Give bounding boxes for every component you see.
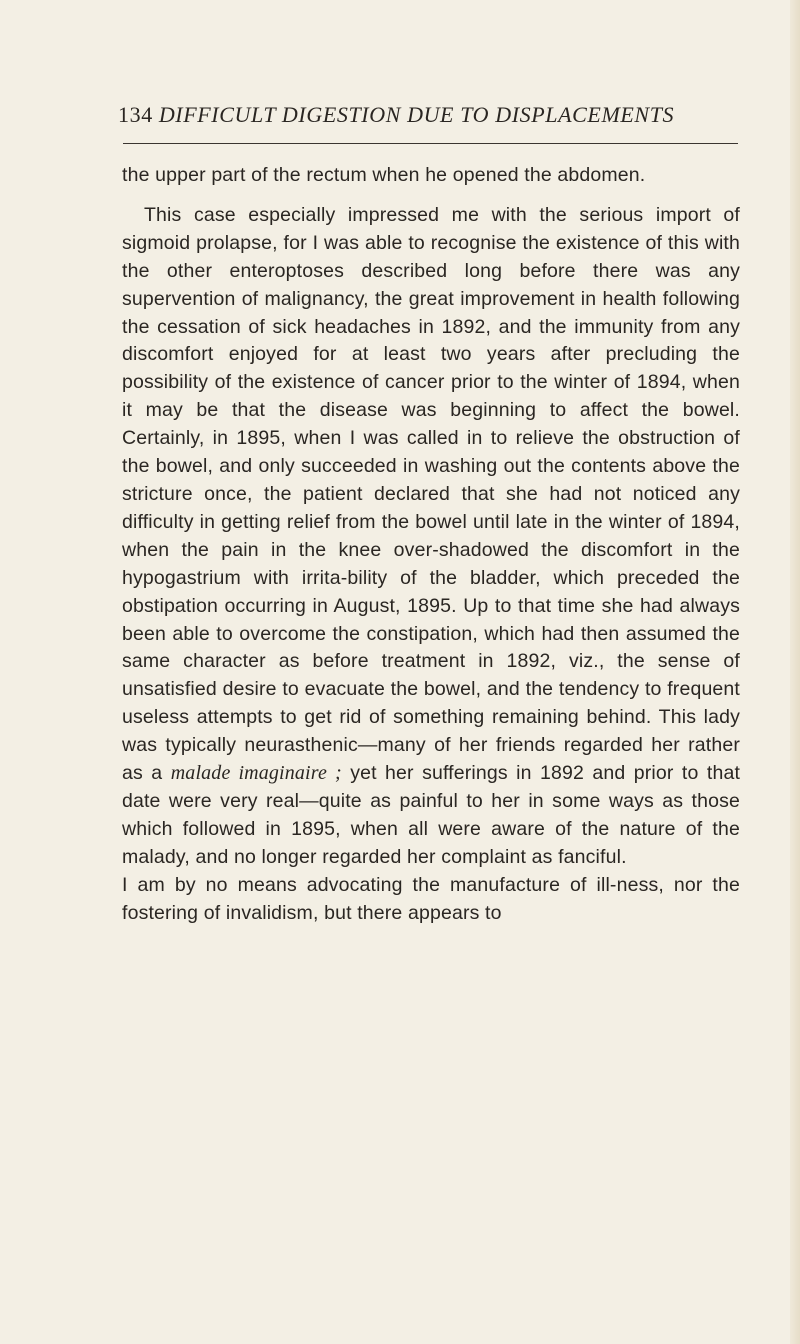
page-edge bbox=[790, 0, 800, 1344]
header-rule bbox=[123, 143, 738, 144]
paragraph-final: I am by no means advocating the manufacture of ill-ness, nor the fostering of invalidism, but there appears to bbox=[122, 873, 740, 924]
paragraph-text: This case especially impressed me with the serious import of sigmoid prolapse, for I was able to recognise the existence of this with the other enteroptoses described long before there was any supervention of malignancy, the great improvement in health following the cessation of sick headaches in 1892, and the immunity from any discomfort enjoyed for at least two years after precluding the possibility of the existence of cancer prior to the winter of 1894, when it may be that the disease was beginning to affect the bowel. Certainly, in 1895, when I was called in to relieve the obstruction of the bowel, and only succeeded in washing out the contents above the stricture once, the patient declared that she had not noticed any difficulty in getting relief from the bowel until late in the winter of 1894, when the pain in the knee over-shadowed the discomfort in the hypogastrium with irrita-bility of the bladder, which preceded the obstipation occurring in August, 1895. Up to that time she had always been able to overcome the constipation, which had then assumed the same character as before treatment in 1892, viz., the sense of unsatisfied desire to evacuate the bowel, and the tendency to frequent useless attempts to get rid of something remaining behind. This lady was typically neurasthenic—many of her friends regarded her rather as a bbox=[122, 203, 740, 785]
italic-phrase: malade imaginaire ; bbox=[170, 762, 342, 785]
body-text bbox=[122, 162, 740, 927]
running-head bbox=[118, 102, 738, 128]
paragraph-text-continued: yet her sufferings in 1892 and prior to that date were very real—quite as painful to her in some ways as those which followed in 1895, when all were aware of the nature of the malady, and no longer regarded her complaint as fanciful. bbox=[122, 762, 741, 868]
page-number: 134 bbox=[118, 102, 153, 127]
chapter-title: DIFFICULT DIGESTION DUE TO DISPLACEMENTS bbox=[158, 102, 675, 127]
paragraph-continued: the upper part of the rectum when he opened the abdomen. bbox=[122, 164, 646, 186]
paragraph-case-discussion bbox=[122, 202, 740, 872]
